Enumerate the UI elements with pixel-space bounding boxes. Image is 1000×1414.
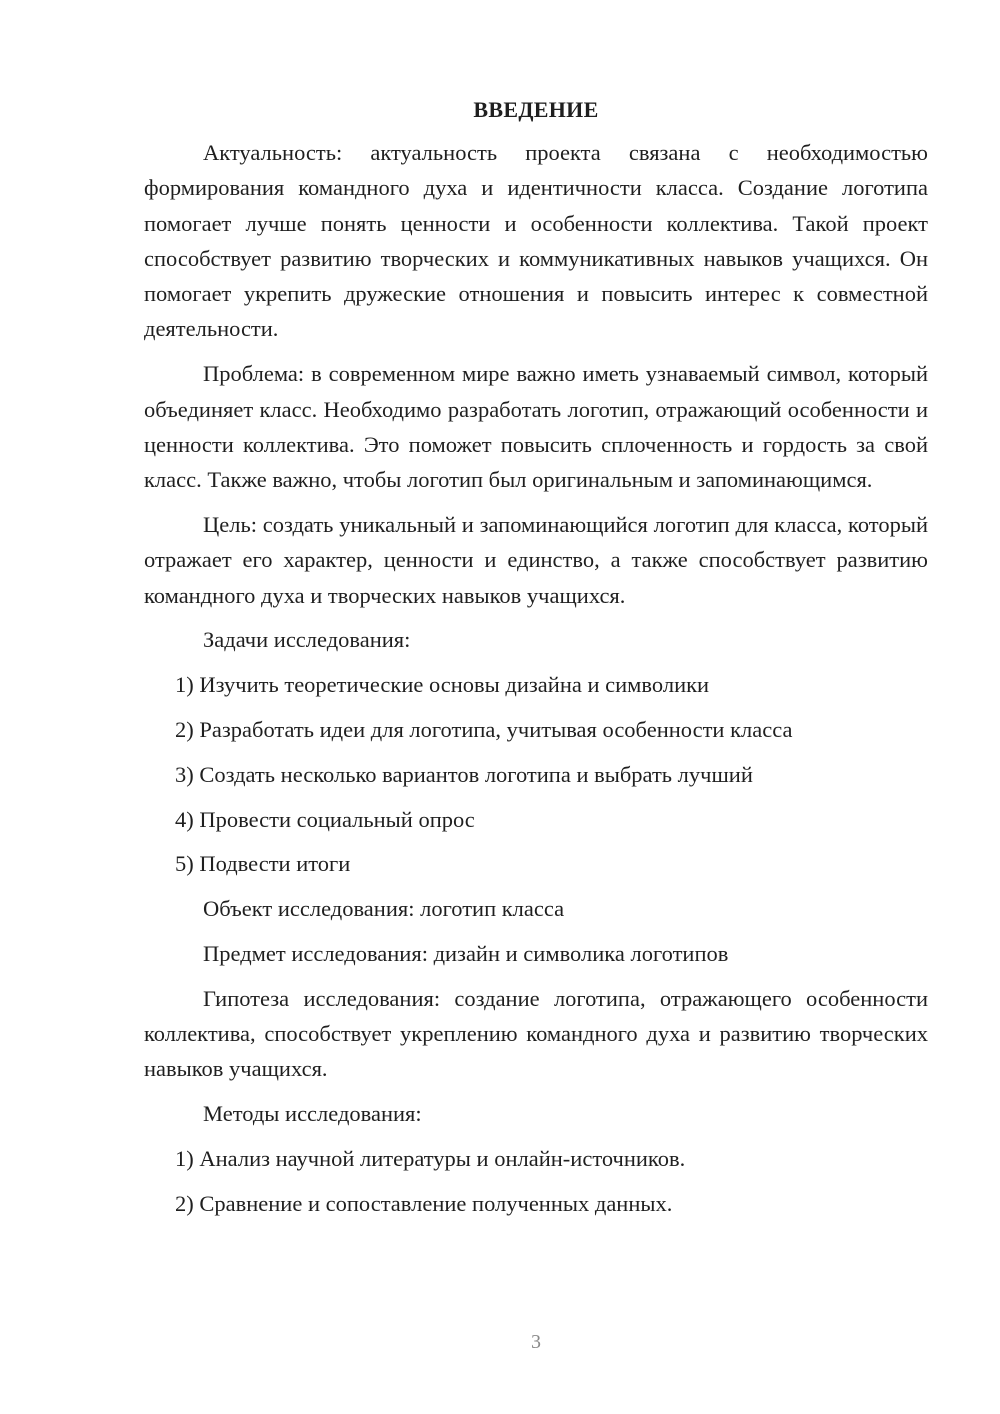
page-number: 3 — [531, 1331, 541, 1353]
methods-title: Методы исследования: — [203, 1101, 422, 1127]
method-item: 2) Сравнение и сопоставление полученных данных. — [175, 1190, 673, 1216]
goal-paragraph: Цель: создать уникальный и запоминающийся логотип для класса, который отражает его характер, ценности и единство, а также способствует развитию командного духа и творческих навыков учащихся. — [144, 511, 928, 608]
task-item: 1) Изучить теоретические основы дизайна и символики — [175, 672, 710, 698]
tasks-title: Задачи исследования: — [203, 627, 411, 653]
task-item: 5) Подвести итоги — [175, 851, 351, 877]
relevance-paragraph: Актуальность: актуальность проекта связана с необходимостью формирования командного духа и идентичности класса. Создание логотипа помогает лучше понять ценности и особенности коллектива. Такой проект способствует развитию творческих и коммуникативных навыков учащихся. Он помогает укрепить дружеские отношения и повысить интерес к совместной деятельности. — [144, 140, 928, 342]
method-item: 1) Анализ научной литературы и онлайн-источников. — [175, 1145, 686, 1171]
hypothesis-paragraph: Гипотеза исследования: создание логотипа, отражающего особенности коллектива, способствует укреплению командного духа и развитию творческих навыков учащихся. — [144, 985, 928, 1082]
task-item: 2) Разработать идеи для логотипа, учитывая особенности класса — [175, 716, 793, 742]
research-subject: Предмет исследования: дизайн и символика логотипов — [203, 940, 729, 966]
document-page — [144, 95, 928, 1231]
problem-paragraph: Проблема: в современном мире важно иметь узнаваемый символ, который объединяет класс. Необходимо разработать логотип, отражающий особенности и ценности коллектива. Это поможет повысить сплоченность и гордость за свой класс. Также важно, чтобы логотип был оригинальным и запоминающимся. — [144, 361, 928, 493]
task-item: 4) Провести социальный опрос — [175, 806, 475, 832]
page-title: ВВЕДЕНИЕ — [473, 97, 599, 122]
research-object: Объект исследования: логотип класса — [203, 896, 565, 922]
task-item: 3) Создать несколько вариантов логотипа и выбрать лучший — [175, 761, 753, 787]
